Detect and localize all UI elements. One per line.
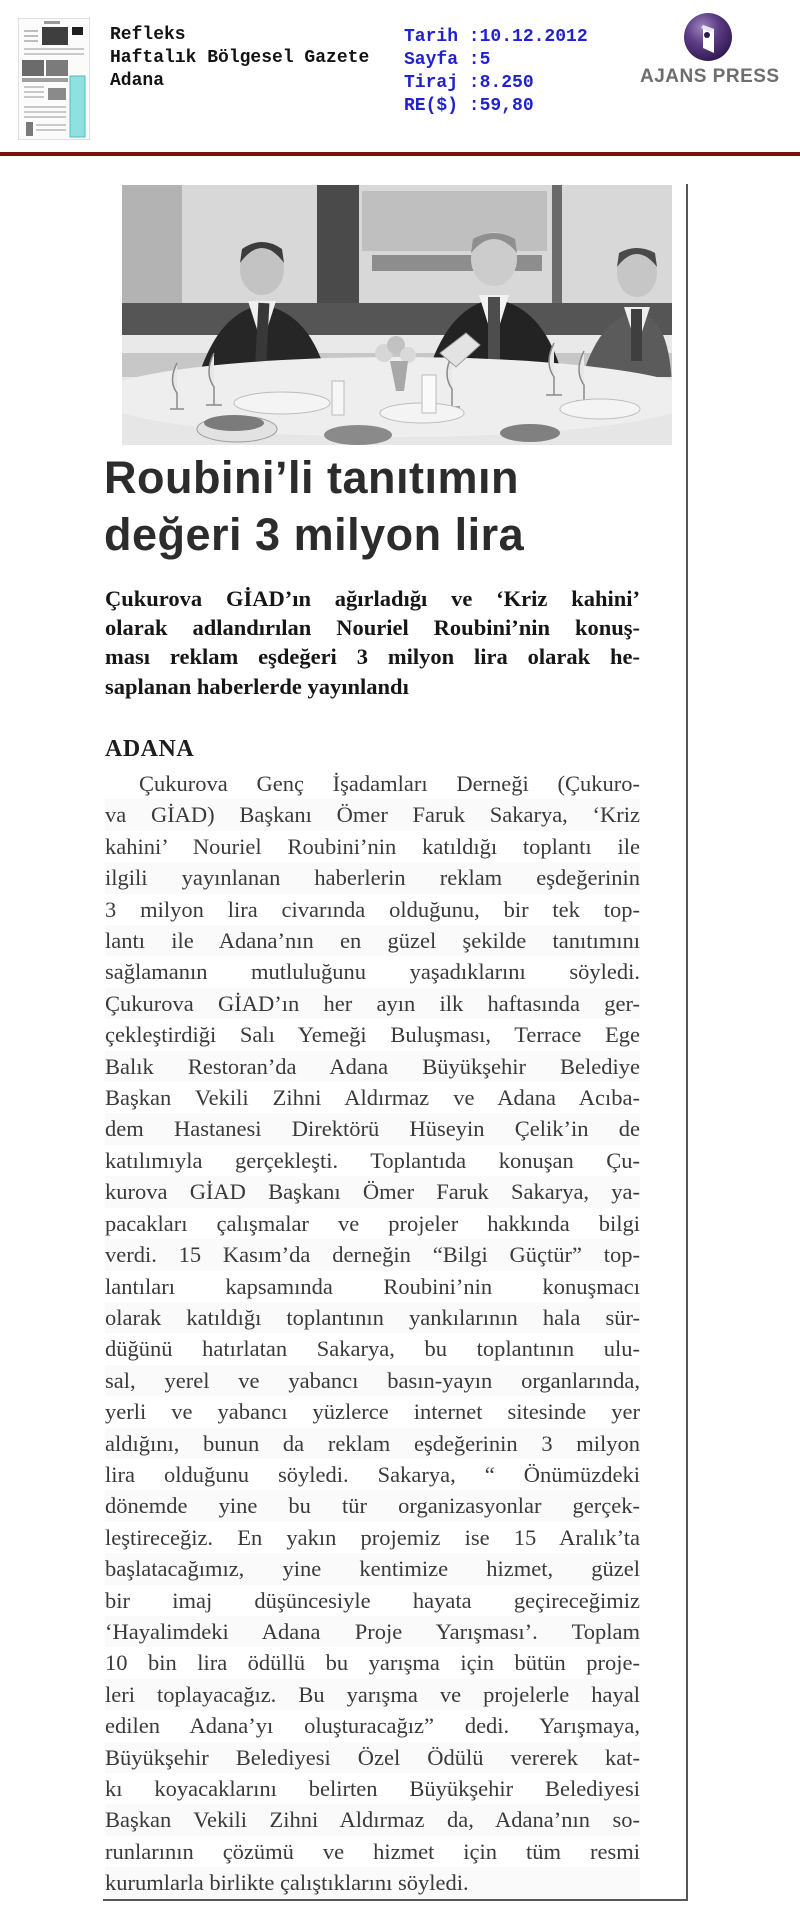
article-body-line: çekleştirdiği Salı Yemeği Buluşması, Terrace Ege — [105, 1022, 640, 1048]
article-body-line: aldığını, bunun da reklam eşdeğerinin 3 milyon — [105, 1430, 640, 1456]
article-dateline: ADANA — [105, 736, 195, 762]
clipping-metadata — [404, 26, 588, 118]
article-body-line: Çukurova GİAD’ın her ayın ilk haftasında ger- — [105, 990, 640, 1016]
clipping-bottom-border — [103, 1899, 688, 1901]
publication-info-line: Haftalık Bölgesel Gazete — [110, 48, 370, 68]
article-subhead — [105, 584, 640, 701]
article-body-line: runlarının çözümü ve hizmet için tüm resmi — [105, 1838, 640, 1864]
clipping-meta-line: Sayfa :5 — [404, 50, 491, 70]
article-body-line: kahini’ Nouriel Roubini’nin katıldığı toplantı ile — [105, 833, 640, 859]
article-body-line: verdi. 15 Kasım’da derneğin “Bilgi Güçtür” top- — [105, 1242, 640, 1268]
clipping-right-border — [686, 184, 688, 1901]
article-body-line: lira olduğunu söyledi. Sakarya, “ Önümüzdeki — [105, 1461, 640, 1487]
article-body-line: sağlamanın mutluluğunu yaşadıklarını söyledi. — [105, 959, 640, 985]
article-body-line: kı koyacaklarını belirten Büyükşehir Belediyesi — [105, 1776, 640, 1801]
publication-info — [110, 24, 369, 93]
clipping-meta-line: Tiraj :8.250 — [404, 73, 534, 93]
article-body-line: lantı ile Adana’nın en güzel şekilde tanıtımını — [105, 928, 640, 954]
article-body-line: Balık Restoran’da Adana Büyükşehir Belediye — [105, 1053, 640, 1079]
article-body-line: sal, yerel ve yabancı basın-yayın organlarında, — [105, 1367, 640, 1393]
article-subhead-line: ması reklam eşdeğeri 3 milyon lira olarak he- — [105, 644, 640, 670]
ajans-press-logo-text: AJANS PRESS — [640, 66, 780, 87]
clipping-meta-line: RE($) :59,80 — [404, 96, 534, 116]
article-body-line: ‘Hayalimdeki Adana Proje Yarışması’. Toplam — [105, 1618, 640, 1644]
article-body-line: Başkan Vekili Zihni Aldırmaz da, Adana’nın so- — [105, 1807, 640, 1833]
article-body-line: dönemde yine bu tür organizasyonlar gerçek- — [105, 1493, 640, 1519]
article-body-line: yerli ve yabancı yüzlerce internet sitesinde yer — [105, 1399, 640, 1425]
article-subhead-line: Çukurova GİAD’ın ağırladığı ve ‘Kriz kahini’ — [105, 586, 640, 611]
article-headline — [104, 449, 649, 563]
article-body-line: leştireceğiz. En yakın projemiz ise 15 Aralık’ta — [105, 1524, 640, 1550]
article-body — [105, 768, 640, 1899]
ajans-press-sphere-icon — [683, 12, 733, 64]
article-body-line: katılımıyla gerçekleşti. Toplantıda konuşan Çu- — [105, 1147, 640, 1173]
article-body-line: başlatacağımız, yine kentimize hizmet, güzel — [105, 1556, 640, 1582]
article-body-line: leri toplayacağız. Bu yarışma ve projelerle hayal — [105, 1681, 640, 1707]
article-body-line: pacakları çalışmalar ve projeler hakkında bilgi — [105, 1210, 640, 1236]
clipping-meta-line: Tarih :10.12.2012 — [404, 27, 588, 47]
article-body-line: 3 milyon lira civarında olduğunu, bir tek top- — [105, 896, 640, 922]
article-body-line: lantıları kapsamında Roubini’nin konuşmacı — [105, 1273, 640, 1299]
article-headline-line: Roubini’li tanıtımın — [104, 452, 519, 503]
article-subhead-line: olarak adlandırılan Nouriel Roubini’nin konuş- — [105, 615, 640, 641]
newspaper-page-thumbnail — [18, 18, 90, 140]
article-body-line: Çukurova Genç İşadamları Derneği (Çukuro- — [139, 771, 640, 796]
article-body-line: dem Hastanesi Direktörü Hüseyin Çelik’in de — [105, 1116, 640, 1142]
article-body-line: düğünü hatırlatan Sakarya, bu toplantının ulu- — [105, 1336, 640, 1362]
article-subhead-line: saplanan haberlerde yayınlandı — [105, 673, 409, 699]
article-body-line: Başkan Vekili Zihni Aldırmaz ve Adana Acıba- — [105, 1085, 640, 1111]
article-photo — [122, 185, 672, 445]
article-body-line: Büyükşehir Belediyesi Özel Ödülü vererek kat- — [105, 1744, 640, 1770]
article-body-line: 10 bin lira ödüllü bu yarışma için bütün proje- — [105, 1650, 640, 1676]
article-body-line: ilgili yayınlanan haberlerin reklam eşdeğerinin — [105, 865, 640, 891]
article-body-line: bir imaj düşüncesiyle hayata geçireceğimiz — [105, 1587, 640, 1613]
header-divider-rule — [0, 152, 800, 156]
article-body-line: kurova GİAD Başkanı Ömer Faruk Sakarya, ya- — [105, 1179, 640, 1205]
article-body-line: edilen Adana’yı oluşturacağız” dedi. Yarışmaya, — [105, 1713, 640, 1739]
article-body-line: va GİAD) Başkanı Ömer Faruk Sakarya, ‘Kriz — [105, 802, 640, 828]
article-body-line: kurumlarla birlikte çalıştıklarını söyledi. — [105, 1870, 469, 1896]
publication-info-line: Refleks — [110, 25, 186, 45]
ajans-press-logo — [640, 12, 780, 88]
publication-info-line: Adana — [110, 71, 165, 91]
article-body-line: olarak katıldığı toplantının yankılarının hala sür- — [105, 1304, 640, 1330]
article-headline-line: değeri 3 milyon lira — [104, 509, 525, 560]
